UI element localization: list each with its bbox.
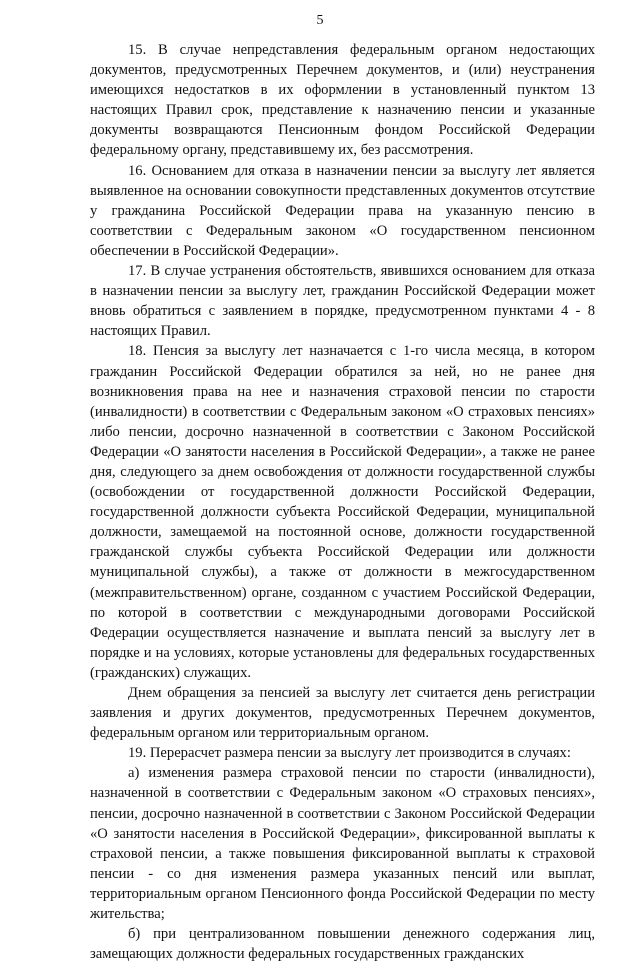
paragraph-16: 16. Основанием для отказа в назначении пенсии за выслугу лет является выявленное на основании совокупности представленных документов отсутствие у гражданина Российской Федерации права на указанную пенсию в соответствии с Федеральным законом «О государственном пенсионном обеспечении в Российской Федерации». — [90, 162, 595, 259]
paragraph-18: 18. Пенсия за выслугу лет назначается с 1-го числа месяца, в котором гражданин Российской Федерации обратился за ней, но не ранее дня возникновения права на нее и назначения страховой пенсии по старости (инвалидности) в соответствии с Федеральным законом «О страховых пенсиях» либо пенсии, досрочно назначенной в соответствии с Законом Российской Федерации «О занятости населения в Российской Федерации», а также не ранее дня, следующего за днем освобождения от должности государственной службы (освобождении от государственной должности Российской Федерации, государственной должности субъекта Российской Федерации, муниципальной должности, замещаемой на постоянной основе, должности государственной гражданской службы субъекта Российской Федерации или должности муниципальной службы), а также от должности в межгосударственном (межправительственном) органе, созданном с участием Российской Федерации, по которой в соответствии с международными договорами Российской Федерации осуществляется назначение и выплата пенсий за выслугу лет в порядке и на условиях, которые установлены для федеральных государственных (гражданских) служащих. — [90, 343, 595, 681]
paragraph-19-b: б) при централизованном повышении денежного содержания лиц, замещающих должности федеральных государственных гражданских — [90, 926, 595, 963]
paragraph-15: 15. В случае непредставления федеральным органом недостающих документов, предусмотренных Перечнем документов, и (или) неустранения имеющихся недостатков в их оформлении в установленный пунктом 13 настоящих Правил срок, представление к назначению пенсии и указанные документы возвращаются Пенсионным фондом Российской Федерации федеральному органу, представившему их, без рассмотрения. — [90, 42, 595, 159]
paragraph-18-continuation: Днем обращения за пенсией за выслугу лет считается день регистрации заявления и других документов, предусмотренных Перечнем документов, федеральным органом или территориальным органом. — [90, 685, 595, 742]
paragraph-17: 17. В случае устранения обстоятельств, явившихся основанием для отказа в назначении пенсии за выслугу лет, гражданин Российской Федерации может вновь обратиться с заявлением в порядке, предусмотренном пунктами 4 - 8 настоящих Правил. — [90, 263, 595, 340]
document-body — [90, 40, 595, 964]
paragraph-19-a: а) изменения размера страховой пенсии по старости (инвалидности), назначенной в соответствии с Федеральным законом «О страховых пенсиях», пенсии, досрочно назначенной в соответствии с Законом Российской Федерации «О занятости населения в Российской Федерации», фиксированной выплаты к страховой пенсии, а также повышения фиксированной выплаты к страховой пенсии - со дня изменения размера указанных пенсий или выплат, территориальным органом Пенсионного фонда Российской Федерации по месту жительства; — [90, 765, 595, 923]
paragraph-19: 19. Перерасчет размера пенсии за выслугу лет производится в случаях: — [128, 745, 571, 762]
page-number: 5 — [316, 13, 324, 28]
